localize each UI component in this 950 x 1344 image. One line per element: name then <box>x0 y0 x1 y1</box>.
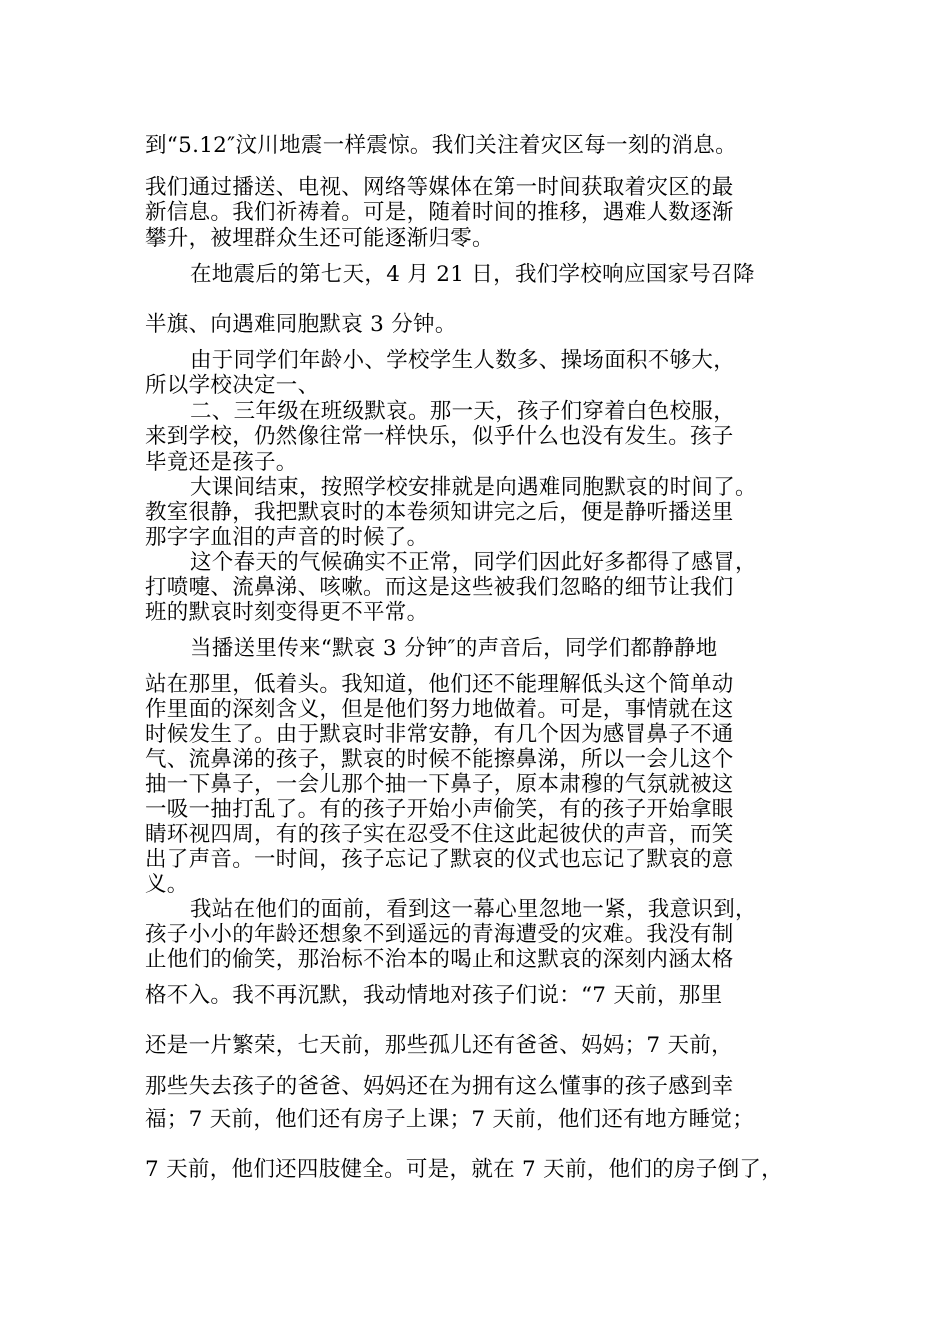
text-line: 当播送里传来“默哀 3 分钟″的声音后，同学们都静静地 <box>190 636 718 661</box>
text-line: 半旗、向遇难同胞默哀 3 分钟。 <box>145 312 457 337</box>
text-line: 抽一下鼻子，一会儿那个抽一下鼻子，原本肃穆的气氛就被这 <box>145 772 734 797</box>
text-line: 教室很静，我把默哀时的本卷须知讲完之后，便是静听播送里 <box>145 500 734 525</box>
text-line: 到“5.12″汶川地震一样震惊。我们关注着灾区每一刻的消息。 <box>145 133 737 158</box>
text-line: 一吸一抽打乱了。有的孩子开始小声偷笑，有的孩子开始拿眼 <box>145 797 734 822</box>
text-line: 所以学校决定一、 <box>145 373 320 398</box>
text-line: 班的默哀时刻变得更不平常。 <box>145 600 429 625</box>
text-line: 这个春天的气候确实不正常，同学们因此好多都得了感冒， <box>190 550 757 575</box>
text-line: 由于同学们年龄小、学校学生人数多、操场面积不够大， <box>190 348 736 373</box>
text-line: 格不入。我不再沉默，我动情地对孩子们说：“7 天前，那里 <box>145 983 723 1008</box>
text-line: 时候发生了。由于默哀时非常安静，有几个因为感冒鼻子不通 <box>145 722 734 747</box>
text-line: 二、三年级在班级默哀。那一天，孩子们穿着白色校服， <box>190 399 736 424</box>
text-line: 打喷嚏、流鼻涕、咳嗽。而这是这些被我们忽略的细节让我们 <box>145 575 734 600</box>
text-line: 那些失去孩子的爸爸、妈妈还在为拥有这么懂事的孩子感到幸 <box>145 1074 734 1099</box>
text-line: 7 天前，他们还四肢健全。可是，就在 7 天前，他们的房子倒了， <box>145 1157 783 1182</box>
text-line: 毕竟还是孩子。 <box>145 450 298 475</box>
text-line: 还是一片繁荣，七天前，那些孤儿还有爸爸、妈妈；7 天前， <box>145 1033 733 1058</box>
text-line: 站在那里，低着头。我知道，他们还不能理解低头这个简单动 <box>145 672 734 697</box>
text-line: 睛环视四周，有的孩子实在忍受不住这此起彼伏的声音，而笑 <box>145 822 734 847</box>
text-line: 新信息。我们祈祷着。可是，随着时间的推移，遇难人数逐渐 <box>145 200 734 225</box>
text-line: 作里面的深刻含义，但是他们努力地做着。可是，事情就在这 <box>145 697 734 722</box>
text-line: 孩子小小的年龄还想象不到遥远的青海遭受的灾难。我没有制 <box>145 922 734 947</box>
text-line: 气、流鼻涕的孩子，默哀的时候不能擦鼻涕，所以一会儿这个 <box>145 747 734 772</box>
text-line: 义。 <box>145 872 189 897</box>
text-line: 大课间结束，按照学校安排就是向遇难同胞默哀的时间了。 <box>190 475 757 500</box>
text-line: 在地震后的第七天，4 月 21 日，我们学校响应国家号召降 <box>190 262 755 287</box>
text-line: 我们通过播送、电视、网络等媒体在第一时间获取着灾区的最 <box>145 175 734 200</box>
text-line: 攀升，被埋群众生还可能逐渐归零。 <box>145 226 494 251</box>
text-line: 止他们的偷笑，那治标不治本的喝止和这默哀的深刻内涵太格 <box>145 947 734 972</box>
text-line: 我站在他们的面前，看到这一幕心里忽地一紧，我意识到， <box>190 897 757 922</box>
text-line: 来到学校，仍然像往常一样快乐，似乎什么也没有发生。孩子 <box>145 424 734 449</box>
text-line: 那字字血泪的声音的时候了。 <box>145 525 429 550</box>
text-line: 福；7 天前，他们还有房子上课；7 天前，他们还有地方睡觉； <box>145 1107 755 1132</box>
text-line: 出了声音。一时间，孩子忘记了默哀的仪式也忘记了默哀的意 <box>145 847 734 872</box>
